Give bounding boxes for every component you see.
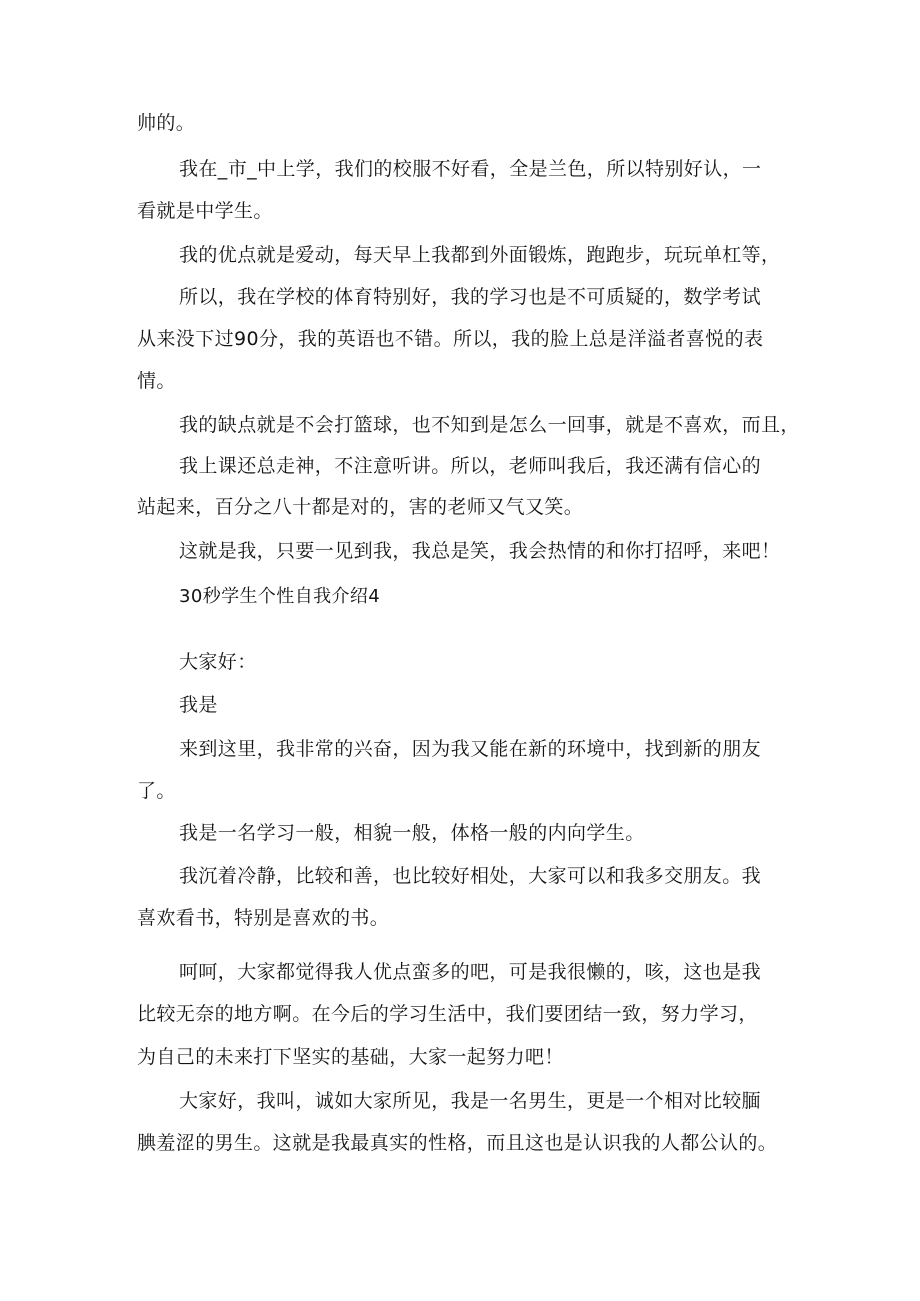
text-line-6: 从来没下过90分，我的英语也不错。所以，我的脸上总是洋溢者喜悦的表 xyxy=(137,328,764,350)
text-line-15: 来到这里，我非常的兴奋，因为我又能在新的环境中，找到新的朋友 xyxy=(179,738,762,760)
text-line-11: 这就是我，只要一见到我，我总是笑，我会热情的和你打招呼，来吧！ xyxy=(179,540,781,562)
text-line-5: 所以，我在学校的体育特别好，我的学习也是不可质疑的，数学考试 xyxy=(179,286,762,308)
text-line-19: 喜欢看书，特别是喜欢的书。 xyxy=(137,907,390,929)
text-line-17: 我是一名学习一般，相貌一般，体格一般的内向学生。 xyxy=(179,822,645,844)
text-line-7: 情。 xyxy=(137,370,176,392)
text-line-4: 我的优点就是爱动，每天早上我都到外面锻炼，跑跑步，玩玩单杠等， xyxy=(179,244,781,266)
text-line-13: 大家好： xyxy=(179,651,257,673)
text-line-18: 我沉着冷静，比较和善，也比较好相处，大家可以和我多交朋友。我 xyxy=(179,865,762,887)
text-line-3: 看就是中学生。 xyxy=(137,200,273,222)
text-line-10: 站起来，百分之八十都是对的，害的老师又气又笑。 xyxy=(137,496,584,518)
text-line-2: 我在_市_中上学，我们的校服不好看，全是兰色，所以特别好认，一 xyxy=(179,158,762,180)
text-line-8: 我的缺点就是不会打篮球，也不知到是怎么一回事，就是不喜欢，而且， xyxy=(179,414,800,436)
text-line-21: 比较无奈的地方啊。在今后的学习生活中，我们要团结一致，努力学习， xyxy=(137,1003,758,1025)
text-line-14: 我是 xyxy=(179,694,218,716)
text-line-23: 大家好，我叫，诚如大家所见，我是一名男生，更是一个相对比较腼 xyxy=(179,1090,762,1112)
text-line-9: 我上课还总走神，不注意听讲。所以，老师叫我后，我还满有信心的 xyxy=(179,455,762,477)
text-line-22: 为自己的未来打下坚实的基础，大家一起努力吧！ xyxy=(137,1046,564,1068)
text-line-24: 腆羞涩的男生。这就是我最真实的性格，而且这也是认识我的人都公认的。 xyxy=(137,1132,778,1154)
text-line-1: 帅的。 xyxy=(137,112,196,134)
text-line-20: 呵呵，大家都觉得我人优点蛮多的吧，可是我很懒的，咳，这也是我 xyxy=(179,961,762,983)
section-heading: 30秒学生个性自我介绍4 xyxy=(179,586,381,607)
text-line-16: 了。 xyxy=(137,780,176,802)
